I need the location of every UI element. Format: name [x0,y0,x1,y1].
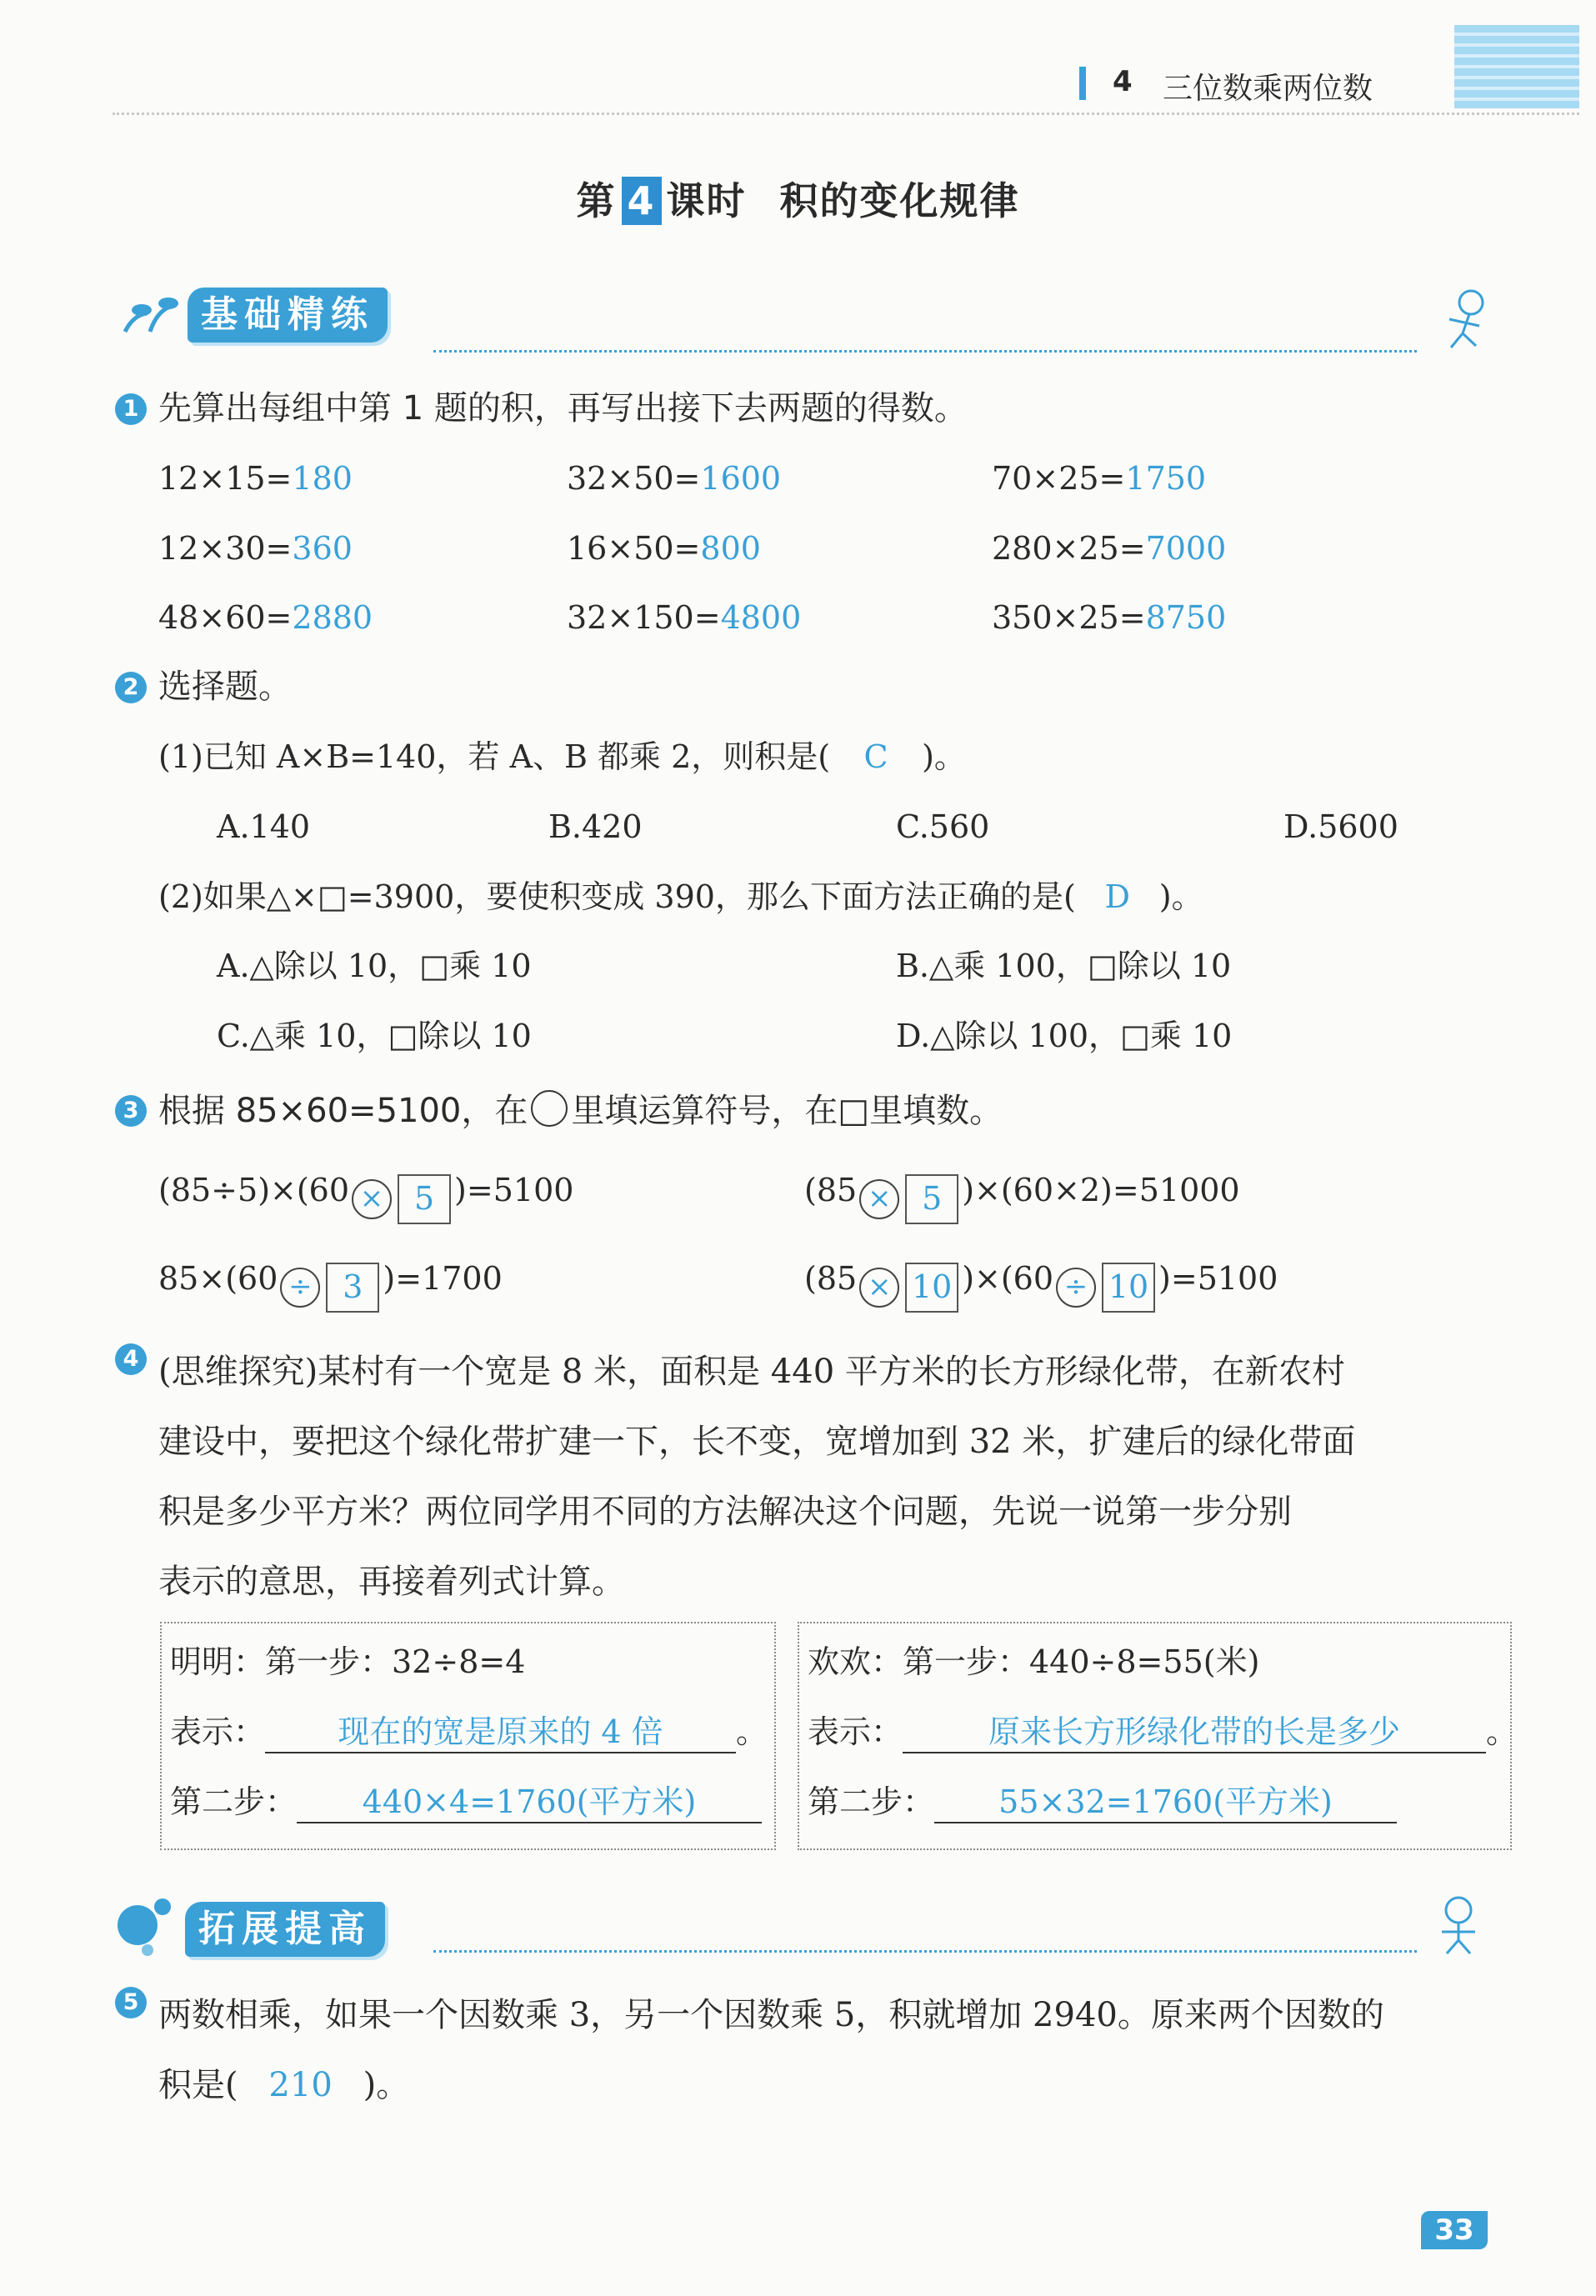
q2-part-1-stem: (1)已知 A×B=140，若 A、B 都乘 2，则积是( C )。 [158,738,966,775]
question-2-text: 选择题。 [158,668,292,706]
number-box: 10 [1102,1263,1155,1313]
q5-answer: 210 [268,2066,333,2104]
question-4-text: (思维探究)某村有一个宽是 8 米，面积是 440 平方米的长方形绿化带，在新农村 建设中，要把这个绿化带扩建一下，长不变，宽增加到 32 米，扩建后的绿化带面 积是多少平方米？两位同学用不同的方法解决这个问题，先说一说第一步分别 表示的意思，再接着列式计算。 [158,1353,1356,1601]
q2-part-2-answer: D [1104,878,1131,915]
q2-option: C.560 [896,808,990,845]
header-decoration [1454,25,1579,108]
circle-placeholder-icon [531,1090,568,1127]
step2-answer: 55×32=1760(平方米) [934,1782,1397,1823]
q2-option: D.5600 [1283,808,1398,845]
q3-equation-3: 85×(60 ÷ 3 )=1700 [158,1258,503,1313]
section-basic-divider [433,350,1417,353]
q2-option: D.△除以 100，□乘 10 [896,1018,1233,1054]
step2-answer: 440×4=1760(平方米) [297,1782,762,1823]
q2-option: B.△乘 100，□除以 10 [896,948,1232,984]
question-number-1: 1 [115,393,147,425]
q3-equation-1: (85÷5)×(60 × 5 )=5100 [158,1170,573,1224]
q3-equation-4: (85 × 10 )×(60 ÷ 10 )=5100 [804,1258,1278,1313]
meaning-answer: 原来长方形绿化带的长是多少 [903,1712,1486,1753]
operator-circle: × [859,1179,899,1219]
q1-item: 12×30=360 [158,530,353,567]
header-bar [1079,67,1086,100]
q2-option: A.140 [217,808,311,845]
reading-boy-icon [1425,1892,1492,1962]
number-box: 5 [905,1174,958,1224]
q1-item: 32×50=1600 [567,460,782,497]
number-box: 5 [398,1174,451,1224]
solution-box-huanhuan: 欢欢：第一步：440÷8=55(米) 表示： 原来长方形绿化带的长是多少 。 第二步： 55×32=1760(平方米) [798,1622,1512,1850]
lesson-title: 第 4 课时 积的变化规律 [576,178,1020,223]
question-3-text: 根据 85×60=5100，在 里填运算符号，在□里填数。 [158,1092,1003,1130]
q1-item: 70×25=1750 [992,460,1207,497]
q2-part-1-answer: C [863,738,888,775]
question-number-4: 4 [115,1343,147,1375]
operator-circle: ÷ [280,1268,320,1308]
q1-item: 48×60=2880 [158,599,373,636]
operator-circle: ÷ [1056,1268,1096,1308]
q2-option: C.△乘 10，□除以 10 [217,1018,532,1054]
header-divider [113,113,1579,115]
question-5-text: 两数相乘，如果一个因数乘 3，另一个因数乘 5，积就增加 2940。原来两个因数的 积是( 210 )。 [158,1980,1384,2120]
bubbles-icon [113,1892,179,1962]
q2-option: B.420 [548,808,643,845]
question-number-5: 5 [115,1987,147,2018]
number-box: 10 [905,1263,958,1313]
section-extend: 拓展提高 [185,1902,385,1957]
solution-box-mingming: 明明：第一步：32÷8=4 表示： 现在的宽是原来的 4 倍 。 第二步： 440×4=1760(平方米) [160,1622,776,1850]
q3-equation-2: (85 × 5 )×(60×2)=51000 [804,1170,1240,1224]
unit-title: 三位数乘两位数 [1163,72,1373,106]
question-number-3: 3 [115,1095,147,1127]
q2-option: A.△除以 10，□乘 10 [217,948,532,984]
operator-circle: × [352,1179,392,1219]
meaning-answer: 现在的宽是原来的 4 倍 [265,1712,736,1753]
number-box: 3 [326,1263,379,1313]
q1-item: 32×150=4800 [567,599,802,636]
q1-item: 350×25=8750 [992,599,1227,636]
question-1-text: 先算出每组中第 1 题的积，再写出接下去两题的得数。 [158,389,968,428]
lesson-number: 4 [622,177,662,225]
question-number-2: 2 [115,672,147,703]
q1-item: 16×50=800 [567,530,761,567]
page-number: 33 [1421,2211,1488,2249]
q1-item: 12×15=180 [158,460,353,497]
q2-part-2-stem: (2)如果△×□=3900，要使积变成 390，那么下面方法正确的是( D )。 [158,878,1203,915]
operator-circle: × [859,1268,899,1308]
unit-number: 4 [1113,65,1133,98]
q1-item: 280×25=7000 [992,530,1227,567]
section-extend-divider [433,1950,1417,1953]
section-basic: 基础精练 [188,288,388,343]
sprout-icon [117,290,183,343]
running-boy-icon [1438,288,1496,358]
